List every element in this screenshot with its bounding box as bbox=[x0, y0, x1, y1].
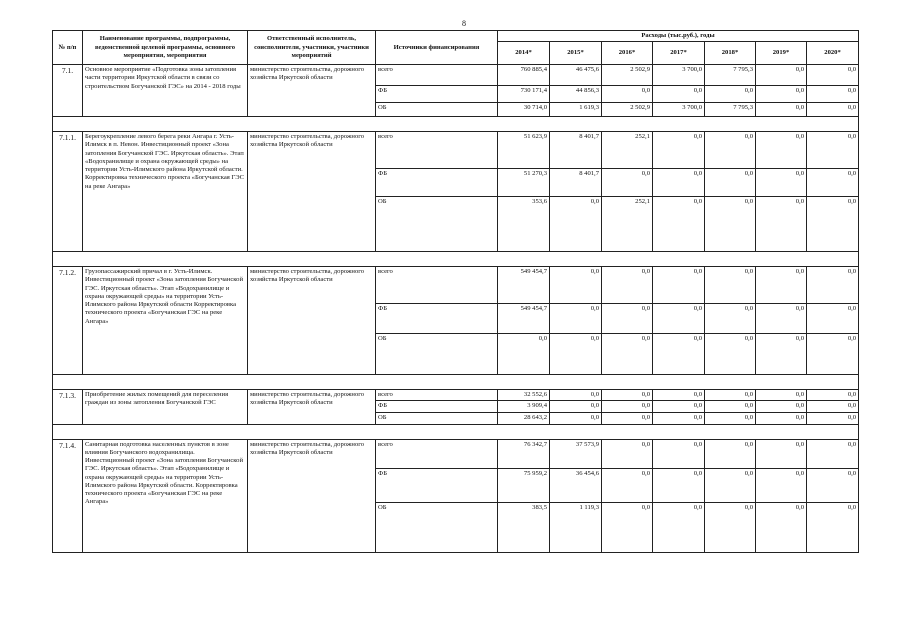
expense-value: 0,0 bbox=[807, 401, 859, 412]
expense-value: 0,0 bbox=[653, 390, 705, 401]
expense-value: 1 619,3 bbox=[550, 103, 602, 117]
expense-value: 0,0 bbox=[756, 197, 807, 252]
header-row bbox=[53, 31, 859, 42]
table-body bbox=[53, 65, 859, 552]
page-number: 8 bbox=[462, 19, 466, 28]
expense-value: 549 454,7 bbox=[498, 267, 550, 304]
table-row bbox=[53, 267, 859, 304]
expense-value: 0,0 bbox=[653, 439, 705, 468]
row-executor: министерство строительства, дорожного хозяйства Иркутской области bbox=[248, 439, 376, 552]
spacer-row bbox=[53, 252, 859, 267]
row-number: 7.1.4. bbox=[53, 439, 83, 552]
expense-value: 0,0 bbox=[550, 390, 602, 401]
expense-value: 0,0 bbox=[807, 439, 859, 468]
expense-value: 353,6 bbox=[498, 197, 550, 252]
funding-source: ФБ bbox=[376, 468, 498, 502]
expense-value: 0,0 bbox=[705, 439, 756, 468]
expense-value: 0,0 bbox=[653, 304, 705, 334]
row-name: Приобретение жилых помещений для переселения граждан из зоны затопления Богучанской ГЭС bbox=[83, 390, 248, 424]
expense-value: 0,0 bbox=[550, 267, 602, 304]
expense-value: 0,0 bbox=[756, 86, 807, 103]
budget-table bbox=[52, 30, 859, 553]
expense-value: 1 119,3 bbox=[550, 502, 602, 552]
header-expenses: Расходы (тыс.руб.), годы bbox=[498, 31, 859, 42]
expense-value: 32 552,6 bbox=[498, 390, 550, 401]
expense-value: 28 643,2 bbox=[498, 412, 550, 424]
expense-value: 0,0 bbox=[602, 502, 653, 552]
expense-value: 0,0 bbox=[807, 65, 859, 86]
row-name: Основное мероприятие «Подготовка зоны затопления части территории Иркутской области в связи со строительством Богучанской ГЭС» на 2014 - 2018 годы bbox=[83, 65, 248, 117]
expense-value: 7 795,3 bbox=[705, 103, 756, 117]
funding-source: ФБ bbox=[376, 86, 498, 103]
header-year: 2020* bbox=[807, 42, 859, 65]
expense-value: 3 909,4 bbox=[498, 401, 550, 412]
expense-value: 36 454,6 bbox=[550, 468, 602, 502]
funding-source: ОБ bbox=[376, 412, 498, 424]
expense-value: 0,0 bbox=[705, 401, 756, 412]
expense-value: 0,0 bbox=[756, 334, 807, 375]
expense-value: 0,0 bbox=[756, 390, 807, 401]
expense-value: 2 502,9 bbox=[602, 65, 653, 86]
expense-value: 0,0 bbox=[602, 439, 653, 468]
expense-value: 51 270,3 bbox=[498, 169, 550, 197]
header-year: 2018* bbox=[705, 42, 756, 65]
funding-source: ОБ bbox=[376, 103, 498, 117]
row-name: Грузопассажирский причал в г. Усть-Илимск. Инвестиционный проект «Зона затопления Богучанской ГЭС. Иркутская область». Этап «Водохранилище и охрана окружающей среды» на территории Усть-Илимского района Иркутской области Корректировка технического проекта «Богучанская ГЭС на реке Ангара» bbox=[83, 267, 248, 375]
spacer-row bbox=[53, 424, 859, 439]
header-num: № п/п bbox=[53, 31, 83, 65]
expense-value: 0,0 bbox=[653, 267, 705, 304]
expense-value: 0,0 bbox=[807, 334, 859, 375]
expense-value: 0,0 bbox=[602, 267, 653, 304]
header-sources: Источники финансирования bbox=[376, 31, 498, 65]
expense-value: 0,0 bbox=[602, 304, 653, 334]
row-number: 7.1.1. bbox=[53, 132, 83, 252]
expense-value: 252,1 bbox=[602, 197, 653, 252]
expense-value: 0,0 bbox=[756, 304, 807, 334]
expense-value: 0,0 bbox=[550, 197, 602, 252]
table-row bbox=[53, 390, 859, 401]
funding-source: ОБ bbox=[376, 502, 498, 552]
row-executor: министерство строительства, дорожного хозяйства Иркутской области bbox=[248, 132, 376, 252]
expense-value: 549 454,7 bbox=[498, 304, 550, 334]
expense-value: 0,0 bbox=[653, 468, 705, 502]
expense-value: 730 171,4 bbox=[498, 86, 550, 103]
expense-value: 0,0 bbox=[807, 267, 859, 304]
expense-value: 37 573,9 bbox=[550, 439, 602, 468]
expense-value: 0,0 bbox=[705, 169, 756, 197]
expense-value: 0,0 bbox=[756, 65, 807, 86]
expense-value: 0,0 bbox=[705, 412, 756, 424]
expense-value: 0,0 bbox=[705, 197, 756, 252]
row-executor: министерство строительства, дорожного хозяйства Иркутской области bbox=[248, 390, 376, 424]
expense-value: 0,0 bbox=[550, 334, 602, 375]
expense-value: 0,0 bbox=[602, 401, 653, 412]
spacer-cell bbox=[53, 117, 859, 132]
funding-source: всего bbox=[376, 390, 498, 401]
row-number: 7.1.2. bbox=[53, 267, 83, 375]
expense-value: 0,0 bbox=[807, 197, 859, 252]
expense-value: 0,0 bbox=[705, 86, 756, 103]
expense-value: 3 700,0 bbox=[653, 65, 705, 86]
header-year: 2015* bbox=[550, 42, 602, 65]
row-name: Санитарная подготовка населенных пунктов в зоне влияния Богучанского водохранилища. Инвестиционный проект «Зона затопления Богучанской ГЭС. Иркутская область». Этап «Водохранилище и охрана окружающей среды» на территории Усть-Илимского района Иркутской области. Корректировка технического проекта «Богучанская ГЭС на реке Ангара» bbox=[83, 439, 248, 552]
table-row bbox=[53, 132, 859, 169]
expense-value: 75 959,2 bbox=[498, 468, 550, 502]
row-number: 7.1.3. bbox=[53, 390, 83, 424]
expense-value: 0,0 bbox=[550, 412, 602, 424]
expense-value: 0,0 bbox=[602, 390, 653, 401]
expense-value: 76 342,7 bbox=[498, 439, 550, 468]
expense-value: 760 885,4 bbox=[498, 65, 550, 86]
expense-value: 0,0 bbox=[807, 86, 859, 103]
expense-value: 7 795,3 bbox=[705, 65, 756, 86]
expense-value: 0,0 bbox=[756, 169, 807, 197]
spacer-row bbox=[53, 375, 859, 390]
expense-value: 0,0 bbox=[756, 103, 807, 117]
expense-value: 0,0 bbox=[653, 334, 705, 375]
expense-value: 0,0 bbox=[602, 86, 653, 103]
expense-value: 252,1 bbox=[602, 132, 653, 169]
expense-value: 51 623,9 bbox=[498, 132, 550, 169]
spacer-cell bbox=[53, 375, 859, 390]
funding-source: ОБ bbox=[376, 197, 498, 252]
expense-value: 0,0 bbox=[756, 468, 807, 502]
spacer-cell bbox=[53, 252, 859, 267]
funding-source: ФБ bbox=[376, 169, 498, 197]
row-executor: министерство строительства, дорожного хозяйства Иркутской области bbox=[248, 65, 376, 117]
expense-value: 0,0 bbox=[756, 401, 807, 412]
expense-value: 0,0 bbox=[653, 86, 705, 103]
header-year: 2014* bbox=[498, 42, 550, 65]
expense-value: 0,0 bbox=[756, 267, 807, 304]
row-executor: министерство строительства, дорожного хозяйства Иркутской области bbox=[248, 267, 376, 375]
expense-value: 0,0 bbox=[602, 334, 653, 375]
expense-value: 0,0 bbox=[756, 132, 807, 169]
header-name: Наименование программы, подпрограммы, ведомственной целевой программы, основного мероприятия, мероприятия bbox=[83, 31, 248, 65]
expense-value: 0,0 bbox=[807, 390, 859, 401]
expense-value: 383,5 bbox=[498, 502, 550, 552]
expense-value: 0,0 bbox=[705, 390, 756, 401]
funding-source: ФБ bbox=[376, 304, 498, 334]
expense-value: 0,0 bbox=[807, 169, 859, 197]
expense-value: 2 502,9 bbox=[602, 103, 653, 117]
row-number: 7.1. bbox=[53, 65, 83, 117]
expense-value: 46 475,6 bbox=[550, 65, 602, 86]
expense-value: 0,0 bbox=[756, 412, 807, 424]
expense-value: 0,0 bbox=[705, 132, 756, 169]
expense-value: 8 401,7 bbox=[550, 169, 602, 197]
row-name: Берегоукрепление левого берега реки Ангара г. Усть-Илимск в п. Невон. Инвестиционный проект «Зона затопления Богучанской ГЭС. Иркутская область». Этап «Водохранилище и охрана окружающей среды» на территории Усть-Илимского района Иркутской области. Корректировка технического проекта «Богучанская ГЭС на реке Ангара» bbox=[83, 132, 248, 252]
funding-source: всего bbox=[376, 132, 498, 169]
table-row bbox=[53, 65, 859, 86]
expense-value: 0,0 bbox=[807, 103, 859, 117]
expense-value: 0,0 bbox=[550, 304, 602, 334]
expense-value: 0,0 bbox=[602, 468, 653, 502]
spacer-row bbox=[53, 117, 859, 132]
header-year: 2017* bbox=[653, 42, 705, 65]
funding-source: всего bbox=[376, 267, 498, 304]
expense-value: 0,0 bbox=[705, 267, 756, 304]
expense-value: 0,0 bbox=[602, 169, 653, 197]
header-executor: Ответственный исполнитель, соисполнители, участники, участники мероприятий bbox=[248, 31, 376, 65]
expense-value: 0,0 bbox=[807, 502, 859, 552]
expense-value: 3 700,0 bbox=[653, 103, 705, 117]
table-row bbox=[53, 439, 859, 468]
expense-value: 0,0 bbox=[602, 412, 653, 424]
header-year: 2016* bbox=[602, 42, 653, 65]
expense-value: 0,0 bbox=[705, 304, 756, 334]
spacer-cell bbox=[53, 424, 859, 439]
expense-value: 44 856,3 bbox=[550, 86, 602, 103]
expense-value: 0,0 bbox=[756, 502, 807, 552]
funding-source: всего bbox=[376, 439, 498, 468]
expense-value: 0,0 bbox=[756, 439, 807, 468]
expense-value: 8 401,7 bbox=[550, 132, 602, 169]
expense-value: 0,0 bbox=[550, 401, 602, 412]
expense-value: 0,0 bbox=[498, 334, 550, 375]
expense-value: 0,0 bbox=[705, 502, 756, 552]
expense-value: 0,0 bbox=[807, 468, 859, 502]
expense-value: 0,0 bbox=[807, 132, 859, 169]
expense-value: 0,0 bbox=[653, 412, 705, 424]
funding-source: ФБ bbox=[376, 401, 498, 412]
funding-source: ОБ bbox=[376, 334, 498, 375]
expense-value: 0,0 bbox=[705, 334, 756, 375]
expense-value: 0,0 bbox=[807, 412, 859, 424]
expense-value: 30 714,0 bbox=[498, 103, 550, 117]
funding-source: всего bbox=[376, 65, 498, 86]
expense-value: 0,0 bbox=[807, 304, 859, 334]
expense-value: 0,0 bbox=[653, 169, 705, 197]
header-year: 2019* bbox=[756, 42, 807, 65]
expense-value: 0,0 bbox=[653, 401, 705, 412]
expense-value: 0,0 bbox=[653, 502, 705, 552]
expense-value: 0,0 bbox=[653, 197, 705, 252]
expense-value: 0,0 bbox=[705, 468, 756, 502]
expense-value: 0,0 bbox=[653, 132, 705, 169]
